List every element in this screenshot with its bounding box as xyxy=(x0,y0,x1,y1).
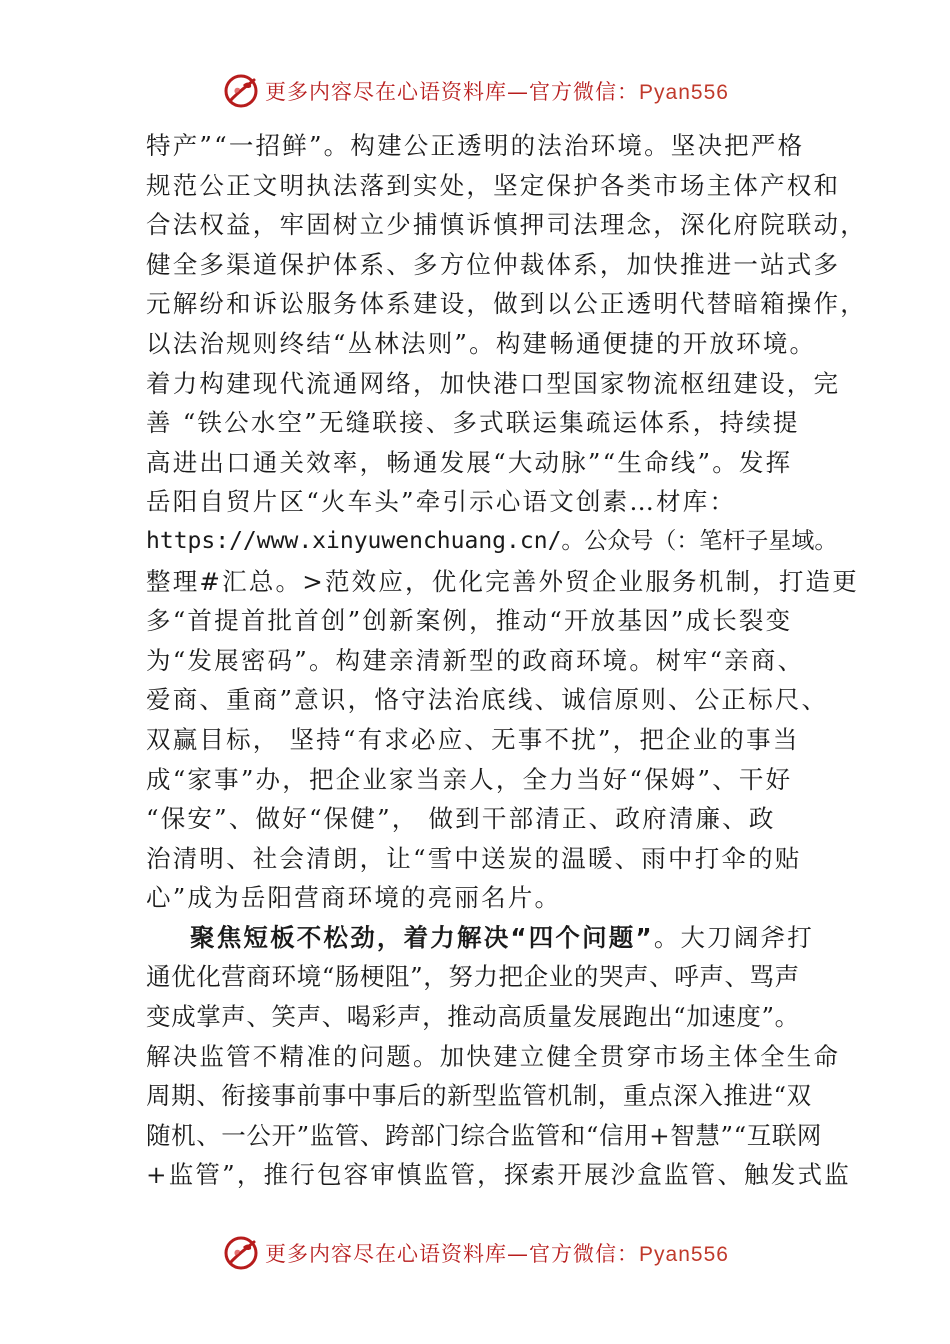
text-line: 变成掌声、笑声、喝彩声，推动高质量发展跑出“加速度”。 xyxy=(146,1002,800,1032)
text-line: 规范公正文明执法落到实处，坚定保护各类市场主体产权和 xyxy=(146,170,841,200)
text-line: 善 “铁公水空”无缝联接、多式联运集疏运体系，持续提 xyxy=(146,408,800,438)
header-watermark xyxy=(0,66,950,116)
text-line: 元解纷和诉讼服务体系建设，做到以公正透明代替暗箱操作， xyxy=(146,289,867,319)
text-line: 特产”“一招鲜”。构建公正透明的法治环境。坚决把严格 xyxy=(146,131,805,160)
text-line: 双赢目标， 坚持“有求必应、无事不扰”，把企业的事当 xyxy=(146,724,800,754)
text-line: 治清明、社会清朗，让“雪中送炭的温暖、雨中打伞的贴 xyxy=(146,843,802,873)
rose-logo-icon xyxy=(221,1233,261,1273)
text-line: 通优化营商环境“肠梗阻”，努力把企业的哭声、呼声、骂声 xyxy=(146,962,800,992)
text-line: “保安”、做好“保健”， 做到干部清正、政府清廉、政 xyxy=(146,804,776,834)
paragraph-heading-line xyxy=(146,918,826,958)
footer-watermark-text: 更多内容尽在心语资料库—官方微信：Pyan556 xyxy=(265,1242,729,1266)
footer-watermark xyxy=(0,1228,950,1278)
rose-logo-icon xyxy=(221,71,261,111)
text-line: 心”成为岳阳营商环境的亮丽名片。 xyxy=(146,883,562,913)
text-line: +监管”，推行包容审慎监管，探索开展沙盒监管、触发式监 xyxy=(146,1160,851,1190)
text-line: 着力构建现代流通网络，加快港口型国家物流枢纽建设，完 xyxy=(146,368,841,398)
text-line: 以法治规则终结“丛林法则”。构建畅通便捷的开放环境。 xyxy=(146,328,817,358)
text-line: 爱商、重商”意识，恪守法治底线、诚信原则、公正标尺、 xyxy=(146,685,829,715)
text-line: 高进出口通关效率，畅通发展“大动脉”“生命线”。发挥 xyxy=(146,447,793,477)
text-line: 整理#汇总。>范效应，优化完善外贸企业服务机制，打造更 xyxy=(146,566,859,596)
text-line: 合法权益，牢固树立少捕慎诉慎押司法理念，深化府院联动， xyxy=(146,210,867,240)
text-line: 多“首提首批首创”创新案例，推动“开放基因”成长裂变 xyxy=(146,606,793,636)
text-line: 健全多渠道保护体系、多方位仲裁体系，加快推进一站式多 xyxy=(146,249,841,279)
header-watermark-text: 更多内容尽在心语资料库—官方微信：Pyan556 xyxy=(265,80,729,104)
document-body xyxy=(146,126,867,1195)
text-line: 成“家事”办，把企业家当亲人，全力当好“保姆”、干好 xyxy=(146,764,793,794)
text-line: 解决监管不精准的问题。加快建立健全贯穿市场主体全生命 xyxy=(146,1041,841,1071)
text-line-url: https://www.xinyuwenchuang.cn/。公众号（：笔杆子星域。 xyxy=(146,527,838,554)
text-line: 为“发展密码”。构建亲清新型的政商环境。树牢“亲商、 xyxy=(146,645,805,675)
text-line: 随机、一公开”监管、跨部门综合监管和“信用+智慧”“互联网 xyxy=(146,1120,823,1150)
text-line: 岳阳自贸片区“火车头”牵引示心语文创素…材库： xyxy=(146,487,737,517)
heading-tail: 。大刀阔斧打 xyxy=(653,922,815,952)
text-line: 周期、衔接事前事中事后的新型监管机制，重点深入推进“双 xyxy=(146,1081,812,1111)
paragraph-heading: 聚焦短板不松劲，着力解决“四个问题” xyxy=(190,922,654,952)
